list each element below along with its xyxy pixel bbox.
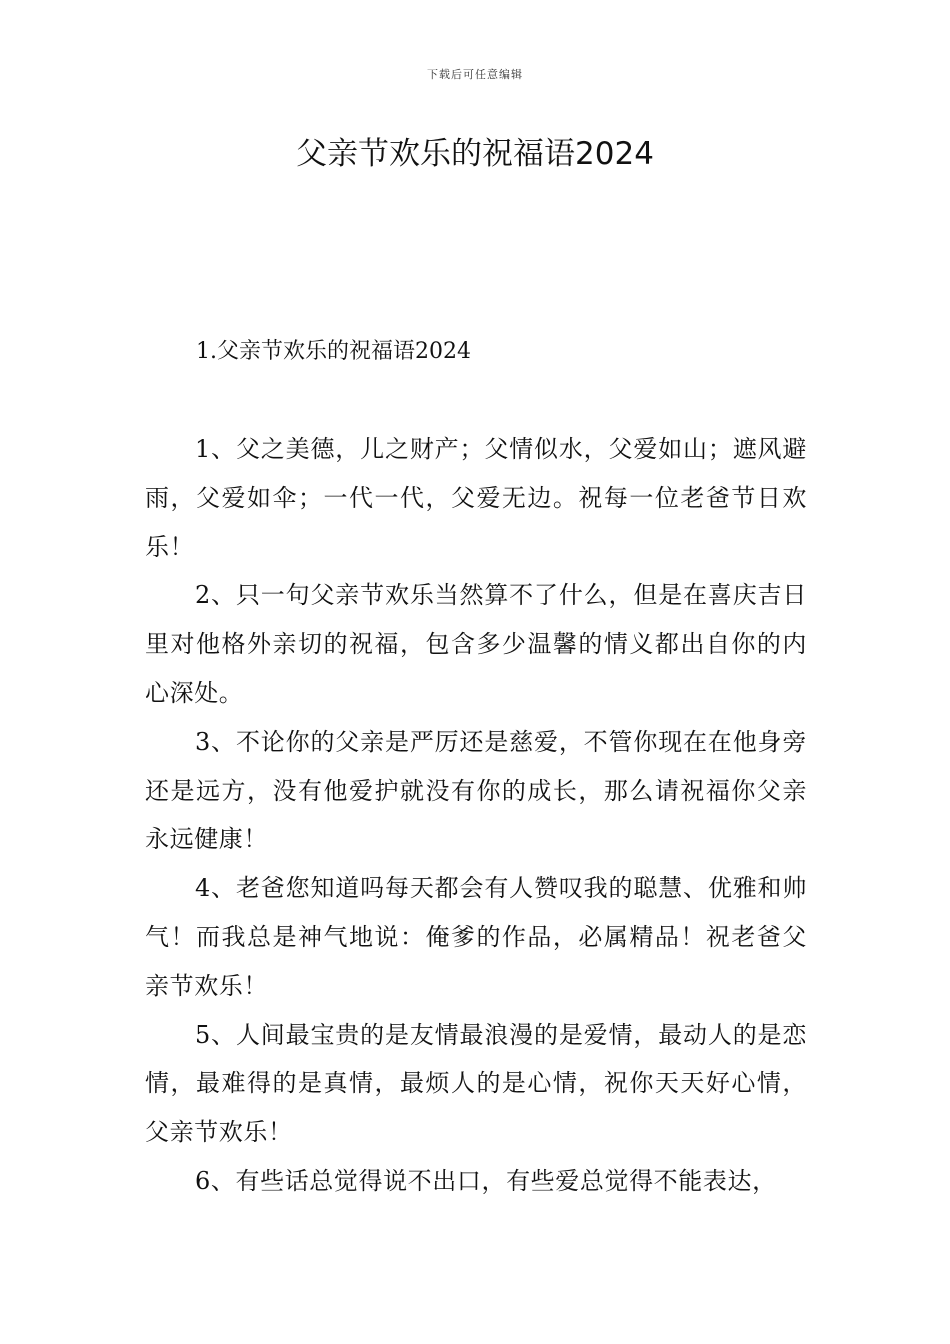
- header-note: 下载后可任意编辑: [427, 68, 523, 81]
- paragraph-3: 3、不论你的父亲是严厉还是慈爱，不管你现在在他身旁还是远方，没有他爱护就没有你的成长，那么请祝福你父亲永远健康！: [145, 727, 807, 854]
- paragraph-6: 6、有些话总觉得说不出口，有些爱总觉得不能表达，: [195, 1166, 777, 1195]
- section-heading: 1.父亲节欢乐的祝福语2024: [196, 339, 471, 364]
- paragraph-4: 4、老爸您知道吗每天都会有人赞叹我的聪慧、优雅和帅气！而我总是神气地说：俺爹的作品，必属精品！祝老爸父亲节欢乐！: [145, 874, 807, 1000]
- paragraph-1: 1、父之美德，儿之财产；父情似水，父爱如山；遮风避雨，父爱如伞；一代一代，父爱无边。祝每一位老爸节日欢乐！: [145, 435, 807, 561]
- paragraph-2: 2、只一句父亲节欢乐当然算不了什么，但是在喜庆吉日里对他格外亲切的祝福，包含多少温馨的情义都出自你的内心深处。: [145, 581, 807, 707]
- document-title: 父亲节欢乐的祝福语2024: [296, 136, 654, 172]
- paragraph-5: 5、人间最宝贵的是友情最浪漫的是爱情，最动人的是恋情，最难得的是真情，最烦人的是心情，祝你天天好心情，父亲节欢乐！: [145, 1020, 807, 1147]
- document-body: [145, 425, 807, 1206]
